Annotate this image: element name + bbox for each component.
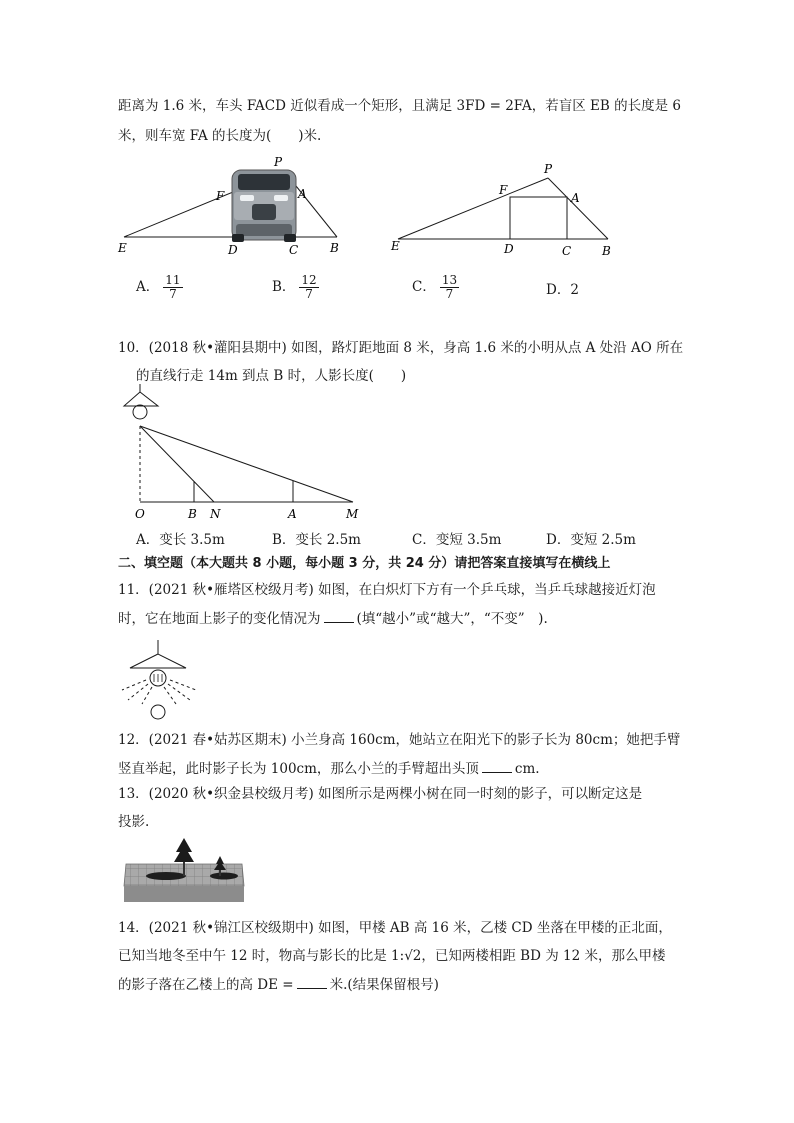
q9-left-label-d: D: [228, 243, 238, 257]
q9-option-c[interactable]: C． $\frac{13}{7}$: [412, 273, 458, 301]
q9-rect-figure: [388, 160, 620, 260]
q9-option-a[interactable]: A． $\frac{11}{7}$: [136, 273, 181, 301]
q9-option-d[interactable]: D．2: [546, 282, 579, 298]
section-2-title: 二、填空题（本大题共 8 小题，每小题 3 分，共 24 分）请把答案直接填写在横线上: [118, 556, 611, 571]
q10-label-m: M: [346, 507, 359, 521]
q11-answer-blank[interactable]: [324, 608, 354, 623]
q11-line-1: 11．(2021 秋•雁塔区校级月考) 如图，在白炽灯下方有一个乒乓球，当乒乓球越接近灯泡: [118, 582, 656, 598]
q9-left-label-e: E: [118, 241, 127, 255]
q10-label-b: B: [188, 507, 197, 521]
lamp-shade-icon: [124, 392, 158, 406]
q14-line-1: 14．(2021 秋•锦江区校级期中) 如图，甲楼 AB 高 16 米，乙楼 CD 坐落在甲楼的正北面，: [118, 920, 672, 936]
q10-streetlight-figure: [118, 384, 368, 526]
q13-line-2: 投影.: [118, 814, 150, 830]
q9-option-b[interactable]: B． $\frac{12}{7}$: [272, 273, 317, 301]
q9-right-label-f: F: [499, 183, 508, 197]
q14-answer-blank[interactable]: [297, 974, 327, 989]
q10-option-d[interactable]: D．变短 2.5m: [546, 532, 636, 548]
lamp-shade-icon: [130, 654, 186, 668]
q11-lamp-figure: [118, 640, 208, 722]
q9-right-label-p: P: [544, 162, 553, 176]
car-image: [232, 170, 296, 242]
q10-label-n: N: [210, 507, 221, 521]
q10-option-c[interactable]: C．变短 3.5m: [412, 532, 502, 548]
q14-line-2: 已知当地冬至中午 12 时，物高与影长的比是 1:√2，已知两楼相距 BD 为 12 米，那么甲楼: [118, 948, 666, 964]
q10-line-1: 10．(2018 秋•灌阳县期中) 如图，路灯距地面 8 米，身高 1.6 米的小明从点 A 处沿 AO 所在: [118, 340, 684, 356]
ping-pong-ball-icon: [151, 705, 165, 719]
q10-line-2: 的直线行走 14m 到点 B 时，人影长度( ): [136, 368, 407, 384]
q10-options: [136, 528, 696, 548]
q10-option-a[interactable]: A．变长 3.5m: [136, 532, 225, 548]
q10-label-o: O: [135, 507, 145, 521]
q12-answer-blank[interactable]: [482, 758, 512, 773]
tree-shadow-left: [146, 872, 186, 880]
q9-left-label-f: F: [216, 189, 225, 203]
q9-right-label-a: A: [571, 191, 580, 205]
q9-left-label-p: P: [274, 155, 283, 169]
q9-left-label-a: A: [298, 187, 307, 201]
q9-right-label-d: D: [504, 242, 514, 256]
q9-right-label-c: C: [562, 244, 572, 258]
q13-line-1: 13．(2020 秋•织金县校级月考) 如图所示是两棵小树在同一时刻的影子，可以断定这是: [118, 786, 643, 802]
tree-shadow-right: [210, 873, 238, 880]
q9-car-figure: [112, 152, 352, 260]
q12-line-2: 竖直举起，此时影子长为 100cm，那么小兰的手臂超出头顶 cm.: [118, 758, 540, 779]
q9-options: [136, 268, 656, 304]
q14-line-3: 的影子落在乙楼上的高 DE = 米.(结果保留根号): [118, 974, 439, 995]
q11-line-2: 时，它在地面上影子的变化情况为 (填“越小”或“越大”，“不变” ).: [118, 608, 548, 629]
q9-line-1: 距离为 1.6 米，车头 FACD 近似看成一个矩形，且满足 3FD = 2FA，若盲区 EB 的长度是 6: [118, 98, 681, 114]
q10-label-a: A: [288, 507, 297, 521]
q10-option-b[interactable]: B．变长 2.5m: [272, 532, 361, 548]
q9-left-label-c: C: [289, 243, 299, 257]
q9-right-label-e: E: [391, 239, 400, 253]
q13-trees-figure: [122, 836, 246, 904]
q12-line-1: 12．(2021 春•姑苏区期末) 小兰身高 160cm，她站立在阳光下的影子长为 80cm；她把手臂: [118, 732, 681, 748]
bulb-icon: [133, 405, 147, 419]
q9-line-2: 米，则车宽 FA 的长度为( )米.: [118, 128, 322, 144]
q9-left-label-b: B: [330, 241, 339, 255]
q9-right-label-b: B: [602, 244, 611, 258]
